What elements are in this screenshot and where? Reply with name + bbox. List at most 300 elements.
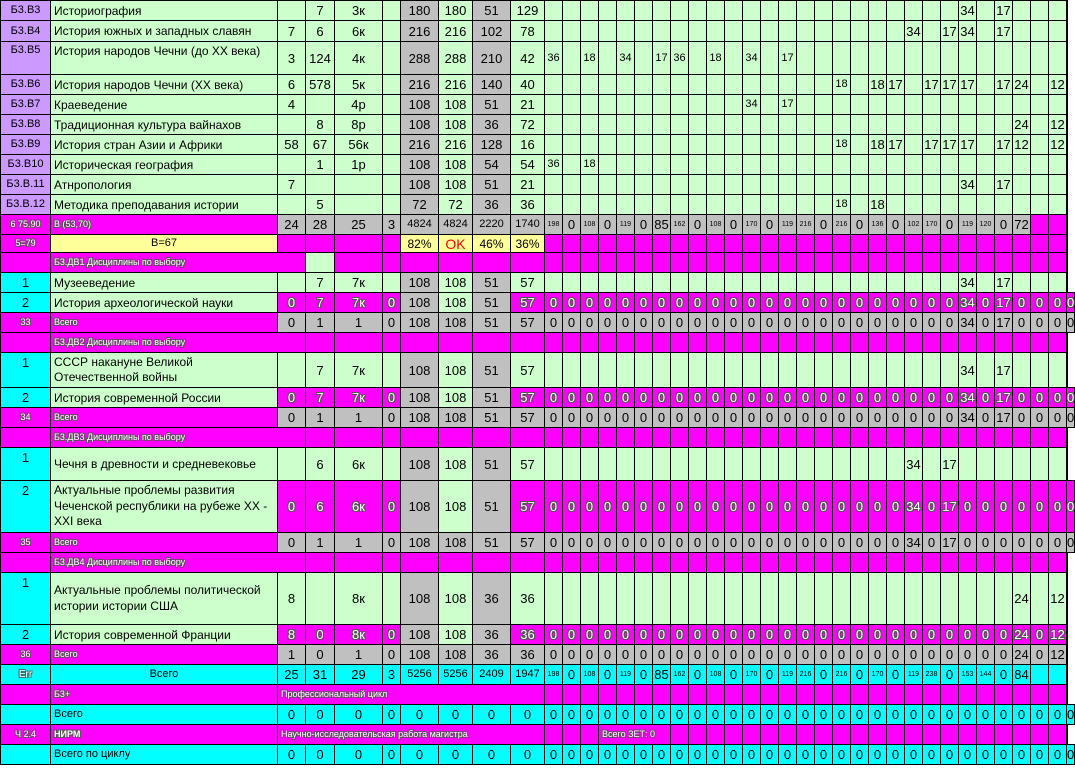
row-b3-v4-cell[interactable] [742,20,761,42]
row-dv4-header-cell[interactable] [814,552,833,573]
row-dv1-1-cell[interactable] [634,272,653,293]
row-b3-v-total-cell[interactable]: 0 [562,214,581,235]
row-dv4-total-cell[interactable]: Всего [50,644,278,665]
row-dv1-header-cell[interactable] [796,252,815,273]
row-b3-v3-cell[interactable] [562,0,581,21]
row-b3-v9-cell[interactable] [760,134,779,155]
row-b3-v7-cell[interactable] [760,94,779,115]
row-b3-v-total-cell[interactable]: 1740 [510,214,545,235]
row-b3-v12-cell[interactable]: 5 [305,194,335,215]
row-dv2-total-cell[interactable]: 34 [958,407,977,428]
row-dv2-header-cell[interactable] [652,332,671,353]
row-dv1-1-cell[interactable]: Музееведение [50,272,278,293]
row-b3-v3-cell[interactable] [670,0,689,21]
row-dv2-1-cell[interactable] [580,352,599,388]
row-err-total-cell[interactable] [1048,664,1067,685]
row-b3-v12-cell[interactable] [1012,194,1031,215]
row-dv2-header-cell[interactable] [994,332,1013,353]
row-summary-cell[interactable] [976,234,995,253]
row-dv4-1-cell[interactable]: 24 [1012,572,1031,625]
row-dv2-header-cell[interactable] [400,332,439,353]
row-b3-v11-cell[interactable]: 51 [472,174,511,195]
row-b3-v4-cell[interactable] [922,20,941,42]
row-b3-v11-cell[interactable] [850,174,869,195]
row-summary-cell[interactable] [922,234,941,253]
row-dv1-1-cell[interactable] [616,272,635,293]
row-b3-v6-cell[interactable] [382,74,401,95]
row-b3-v-total-cell[interactable] [1066,214,1068,235]
row-dv3-1-cell[interactable]: 6к [334,447,383,481]
row-b3-v4-cell[interactable] [850,20,869,42]
row-dv4-header-cell[interactable] [940,552,959,573]
row-cycle-total-cell[interactable]: 0 [850,744,869,765]
row-dv4-header-cell[interactable] [1066,552,1068,573]
row-dv2-2-cell[interactable]: 0 [850,387,869,408]
row-dv3-total-cell[interactable]: 0 [922,532,941,553]
row-dv1-total-cell[interactable]: 0 [742,312,761,333]
row-summary-cell[interactable] [305,234,335,253]
row-dv1-2-cell[interactable]: 0 [616,292,635,313]
row-dv2-total-cell[interactable]: 0 [1048,407,1067,428]
row-cycle-total-cell[interactable]: 0 [634,744,653,765]
row-dv1-header-cell[interactable] [634,252,653,273]
row-dv1-header-cell[interactable] [724,252,743,273]
row-dv1-2-cell[interactable]: История археологической науки [50,292,278,313]
row-err-total-cell[interactable]: 119 [904,664,923,685]
row-b3-total-cell[interactable]: 0 [778,704,797,725]
row-dv3-header-cell[interactable] [634,427,653,448]
row-b3-v10-cell[interactable] [382,154,401,175]
row-dv2-2-cell[interactable]: История современной России [50,387,278,408]
row-dv4-total-cell[interactable]: 1 [277,644,306,665]
row-b3-v11-cell[interactable] [670,174,689,195]
row-b3-v3-cell[interactable]: Историография [50,0,278,21]
row-summary-cell[interactable]: 5=79 [0,234,51,253]
row-b3-v9-cell[interactable] [670,134,689,155]
row-b3-plus-cell[interactable] [976,684,995,705]
row-b3-v10-cell[interactable] [850,154,869,175]
row-dv4-header-cell[interactable] [562,552,581,573]
row-cycle-total-cell[interactable]: 0 [904,744,923,765]
row-dv1-1-cell[interactable] [688,272,707,293]
row-dv3-header-cell[interactable] [940,427,959,448]
row-dv3-2-cell[interactable]: 0 [670,480,689,533]
row-dv3-1-cell[interactable] [277,447,306,481]
row-b3-plus-cell[interactable] [652,684,671,705]
row-summary-cell[interactable] [562,234,581,253]
row-b3-v5-cell[interactable]: 124 [305,41,335,75]
row-dv3-header-cell[interactable] [652,427,671,448]
row-err-total-cell[interactable]: 216 [832,664,851,685]
row-summary-cell[interactable] [994,234,1013,253]
row-b3-plus-cell[interactable] [724,684,743,705]
row-dv4-total-cell[interactable] [1066,644,1068,665]
row-b3-v8-cell[interactable] [778,114,797,135]
row-b3-v5-cell[interactable] [904,41,923,75]
row-dv2-2-cell[interactable]: 0 [760,387,779,408]
row-dv4-2-cell[interactable]: 0 [994,624,1013,645]
row-b3-total-cell[interactable]: 0 [1030,704,1049,725]
row-dv4-2-cell[interactable]: 0 [1030,624,1049,645]
row-b3-v6-cell[interactable] [670,74,689,95]
row-dv4-1-cell[interactable] [868,572,887,625]
row-b3-v12-cell[interactable] [634,194,653,215]
row-b3-v-total-cell[interactable]: В (53,70) [50,214,278,235]
row-dv3-header-cell[interactable] [904,427,923,448]
row-dv2-total-cell[interactable]: 34 [0,407,51,428]
row-dv1-header-cell[interactable] [868,252,887,273]
row-dv2-total-cell[interactable]: 0 [1012,407,1031,428]
row-nirm-cell[interactable]: Ч 2.4 [0,724,51,745]
row-dv1-header-cell[interactable] [1048,252,1067,273]
row-dv2-2-cell[interactable]: 0 [814,387,833,408]
row-err-total-cell[interactable]: 84 [1012,664,1031,685]
row-b3-v8-cell[interactable] [277,114,306,135]
row-dv1-1-cell[interactable] [778,272,797,293]
row-dv3-total-cell[interactable]: 0 [994,532,1013,553]
row-dv3-header-cell[interactable] [544,427,563,448]
row-b3-v-total-cell[interactable]: 24 [277,214,306,235]
row-b3-total-cell[interactable]: 0 [742,704,761,725]
row-b3-v5-cell[interactable] [562,41,581,75]
row-b3-v12-cell[interactable] [688,194,707,215]
row-dv1-total-cell[interactable]: 0 [850,312,869,333]
row-b3-v11-cell[interactable]: Б3.В.11 [0,174,51,195]
row-b3-v4-cell[interactable] [616,20,635,42]
row-dv3-2-cell[interactable]: 0 [598,480,617,533]
row-nirm-cell[interactable] [868,724,887,745]
row-err-total-cell[interactable]: 3 [382,664,401,685]
row-dv1-total-cell[interactable]: 0 [562,312,581,333]
row-b3-v11-cell[interactable] [1012,174,1031,195]
row-b3-v5-cell[interactable] [994,41,1013,75]
row-summary-cell[interactable] [616,234,635,253]
row-dv4-header-cell[interactable] [1048,552,1067,573]
row-dv1-2-cell[interactable]: 0 [886,292,905,313]
row-dv1-1-cell[interactable]: 7 [305,272,335,293]
row-dv1-total-cell[interactable]: 0 [544,312,563,333]
row-err-total-cell[interactable]: 0 [850,664,869,685]
row-dv2-total-cell[interactable]: 0 [598,407,617,428]
row-b3-v5-cell[interactable] [814,41,833,75]
row-dv2-1-cell[interactable]: СССР накануне Великой Отечественной войны [50,352,278,388]
row-b3-v10-cell[interactable] [616,154,635,175]
row-dv3-1-cell[interactable] [616,447,635,481]
row-nirm-cell[interactable] [922,724,941,745]
row-dv3-total-cell[interactable]: 0 [1012,532,1031,553]
row-dv2-total-cell[interactable]: 0 [634,407,653,428]
row-dv2-header-cell[interactable] [724,332,743,353]
row-dv1-header-cell[interactable] [688,252,707,273]
row-dv1-total-cell[interactable]: 51 [472,312,511,333]
row-b3-v12-cell[interactable] [814,194,833,215]
row-dv3-total-cell[interactable]: 1 [305,532,335,553]
row-b3-v12-cell[interactable] [976,194,995,215]
row-cycle-total-cell[interactable]: 0 [706,744,725,765]
row-dv3-header-cell[interactable] [382,427,401,448]
row-dv2-1-cell[interactable] [544,352,563,388]
row-summary-cell[interactable] [688,234,707,253]
row-dv2-1-cell[interactable] [778,352,797,388]
row-b3-v3-cell[interactable] [277,0,306,21]
row-dv4-total-cell[interactable]: 108 [438,644,473,665]
row-b3-v3-cell[interactable]: 17 [994,0,1013,21]
row-b3-v7-cell[interactable]: Краеведение [50,94,278,115]
row-dv4-1-cell[interactable] [958,572,977,625]
row-b3-v-total-cell[interactable]: 170 [742,214,761,235]
row-dv4-header-cell[interactable] [886,552,905,573]
row-dv1-1-cell[interactable] [580,272,599,293]
row-b3-v9-cell[interactable]: История стран Азии и Африки [50,134,278,155]
row-dv2-1-cell[interactable]: 17 [994,352,1013,388]
row-dv1-header-cell[interactable] [400,252,439,273]
row-dv2-total-cell[interactable]: Всего [50,407,278,428]
row-b3-v6-cell[interactable] [814,74,833,95]
row-b3-v7-cell[interactable] [976,94,995,115]
row-b3-v12-cell[interactable] [544,194,563,215]
row-dv3-total-cell[interactable]: 0 [598,532,617,553]
row-b3-v11-cell[interactable] [580,174,599,195]
row-cycle-total-cell[interactable] [0,744,51,765]
row-b3-total-cell[interactable]: 0 [760,704,779,725]
row-b3-v-total-cell[interactable]: 4824 [438,214,473,235]
row-dv2-header-cell[interactable] [1012,332,1031,353]
row-b3-v12-cell[interactable] [1066,194,1068,215]
row-nirm-cell[interactable] [850,724,869,745]
row-cycle-total-cell[interactable]: 0 [832,744,851,765]
row-b3-v3-cell[interactable] [832,0,851,21]
row-dv3-total-cell[interactable]: 0 [796,532,815,553]
row-b3-v7-cell[interactable] [1048,94,1067,115]
row-b3-v12-cell[interactable] [616,194,635,215]
row-b3-v10-cell[interactable]: 18 [580,154,599,175]
row-b3-v5-cell[interactable] [598,41,617,75]
row-b3-v11-cell[interactable] [976,174,995,195]
row-dv1-1-cell[interactable] [670,272,689,293]
row-b3-v4-cell[interactable] [382,20,401,42]
row-dv1-total-cell[interactable]: 0 [814,312,833,333]
row-b3-total-cell[interactable]: 0 [1066,704,1075,725]
row-b3-v5-cell[interactable]: 17 [652,41,671,75]
row-dv3-2-cell[interactable]: 0 [796,480,815,533]
row-b3-plus-cell[interactable] [1012,684,1031,705]
row-dv4-total-cell[interactable]: 36 [510,644,545,665]
row-b3-v4-cell[interactable] [580,20,599,42]
row-b3-v7-cell[interactable]: 21 [510,94,545,115]
row-b3-v9-cell[interactable]: 17 [994,134,1013,155]
row-b3-v7-cell[interactable] [305,94,335,115]
row-dv1-header-cell[interactable] [562,252,581,273]
row-b3-v3-cell[interactable] [868,0,887,21]
row-dv2-2-cell[interactable]: 0 [796,387,815,408]
row-dv1-2-cell[interactable]: 0 [670,292,689,313]
row-b3-v7-cell[interactable] [940,94,959,115]
row-b3-v-total-cell[interactable]: 0 [598,214,617,235]
row-b3-v11-cell[interactable]: 108 [400,174,439,195]
row-dv1-2-cell[interactable]: 0 [850,292,869,313]
row-b3-v7-cell[interactable] [382,94,401,115]
row-b3-v6-cell[interactable]: 24 [1012,74,1031,95]
row-dv4-1-cell[interactable] [904,572,923,625]
row-b3-v-total-cell[interactable]: 4824 [400,214,439,235]
row-err-total-cell[interactable]: 31 [305,664,335,685]
row-b3-total-cell[interactable]: 0 [976,704,995,725]
row-dv1-total-cell[interactable]: 34 [958,312,977,333]
row-b3-plus-cell[interactable] [868,684,887,705]
row-b3-v4-cell[interactable] [814,20,833,42]
row-dv2-header-cell[interactable] [1048,332,1067,353]
row-dv1-2-cell[interactable]: 0 [277,292,306,313]
row-dv2-total-cell[interactable]: 0 [922,407,941,428]
row-b3-v9-cell[interactable] [382,134,401,155]
row-dv2-2-cell[interactable]: 0 [868,387,887,408]
row-dv4-header-cell[interactable] [1012,552,1031,573]
row-dv1-2-cell[interactable]: 0 [814,292,833,313]
row-b3-v8-cell[interactable] [706,114,725,135]
row-b3-v5-cell[interactable]: 36 [544,41,563,75]
row-dv3-1-cell[interactable] [688,447,707,481]
row-dv3-header-cell[interactable] [778,427,797,448]
row-dv3-1-cell[interactable]: 108 [400,447,439,481]
row-b3-v5-cell[interactable] [832,41,851,75]
row-dv2-2-cell[interactable]: 0 [886,387,905,408]
row-dv3-2-cell[interactable]: 108 [400,480,439,533]
row-b3-v11-cell[interactable]: 34 [958,174,977,195]
row-b3-v10-cell[interactable] [814,154,833,175]
row-dv1-1-cell[interactable] [850,272,869,293]
row-b3-v6-cell[interactable] [760,74,779,95]
row-b3-v12-cell[interactable] [922,194,941,215]
row-b3-v5-cell[interactable]: 34 [616,41,635,75]
row-b3-v8-cell[interactable] [742,114,761,135]
row-cycle-total-cell[interactable]: 0 [742,744,761,765]
row-dv4-1-cell[interactable] [544,572,563,625]
row-err-total-cell[interactable]: 162 [670,664,689,685]
row-b3-v5-cell[interactable] [886,41,905,75]
row-dv3-2-cell[interactable]: 2 [0,480,51,533]
row-b3-v3-cell[interactable]: 129 [510,0,545,21]
row-dv4-1-cell[interactable] [760,572,779,625]
row-b3-v4-cell[interactable] [868,20,887,42]
row-b3-v7-cell[interactable] [580,94,599,115]
row-b3-plus-cell[interactable] [634,684,653,705]
row-err-total-cell[interactable]: 29 [334,664,383,685]
row-dv1-total-cell[interactable]: 33 [0,312,51,333]
row-b3-total-cell[interactable]: 0 [580,704,599,725]
row-dv1-header-cell[interactable] [976,252,995,273]
row-dv3-total-cell[interactable]: 1 [334,532,383,553]
row-b3-v11-cell[interactable] [652,174,671,195]
row-dv1-header-cell[interactable] [742,252,761,273]
row-dv2-header-cell[interactable] [706,332,725,353]
row-dv4-total-cell[interactable]: 0 [634,644,653,665]
row-dv3-1-cell[interactable]: 1 [0,447,51,481]
row-b3-v6-cell[interactable] [580,74,599,95]
row-b3-total-cell[interactable]: 0 [305,704,335,725]
row-b3-v10-cell[interactable] [670,154,689,175]
row-b3-v3-cell[interactable] [1048,0,1067,21]
row-b3-v4-cell[interactable] [562,20,581,42]
row-dv2-header-cell[interactable] [850,332,869,353]
row-b3-v6-cell[interactable]: 6 [277,74,306,95]
row-b3-plus-cell[interactable] [598,684,617,705]
row-b3-plus-cell[interactable]: Профессиональный цикл [277,684,545,705]
row-dv3-2-cell[interactable]: 0 [958,480,977,533]
row-err-total-cell[interactable]: 119 [778,664,797,685]
row-summary-cell[interactable] [1012,234,1031,253]
row-dv2-1-cell[interactable] [886,352,905,388]
row-b3-v4-cell[interactable] [544,20,563,42]
row-dv4-header-cell[interactable] [976,552,995,573]
row-b3-plus-cell[interactable] [544,684,563,705]
row-summary-cell[interactable] [1048,234,1067,253]
row-dv2-1-cell[interactable] [1048,352,1067,388]
row-b3-v11-cell[interactable] [796,174,815,195]
row-b3-v9-cell[interactable]: 216 [438,134,473,155]
row-b3-v10-cell[interactable]: 108 [400,154,439,175]
row-nirm-cell[interactable] [562,724,581,745]
row-b3-v9-cell[interactable] [814,134,833,155]
row-b3-v4-cell[interactable] [976,20,995,42]
row-dv4-1-cell[interactable] [994,572,1013,625]
row-dv1-total-cell[interactable]: 0 [1048,312,1067,333]
row-b3-v5-cell[interactable] [1012,41,1031,75]
row-dv4-total-cell[interactable]: 0 [832,644,851,665]
row-b3-plus-cell[interactable] [706,684,725,705]
row-b3-v6-cell[interactable] [562,74,581,95]
row-dv4-total-cell[interactable]: 0 [778,644,797,665]
row-b3-plus-cell[interactable] [940,684,959,705]
row-b3-v6-cell[interactable] [850,74,869,95]
row-b3-v10-cell[interactable] [976,154,995,175]
row-b3-v10-cell[interactable] [598,154,617,175]
row-dv2-header-cell[interactable] [670,332,689,353]
row-dv1-2-cell[interactable]: 0 [760,292,779,313]
row-b3-v6-cell[interactable]: 5к [334,74,383,95]
row-b3-v-total-cell[interactable]: 162 [670,214,689,235]
row-dv2-1-cell[interactable]: 108 [438,352,473,388]
row-dv4-total-cell[interactable]: 0 [886,644,905,665]
row-b3-v7-cell[interactable] [814,94,833,115]
row-cycle-total-cell[interactable]: 0 [1066,744,1075,765]
row-b3-v5-cell[interactable] [922,41,941,75]
row-err-total-cell[interactable]: 0 [994,664,1013,685]
row-b3-v-total-cell[interactable]: 136 [868,214,887,235]
row-nirm-cell[interactable] [1048,724,1067,745]
row-dv3-total-cell[interactable]: 0 [652,532,671,553]
row-b3-v5-cell[interactable]: 18 [706,41,725,75]
row-b3-v8-cell[interactable] [598,114,617,135]
row-dv2-header-cell[interactable] [958,332,977,353]
row-b3-v10-cell[interactable] [796,154,815,175]
row-b3-v6-cell[interactable] [616,74,635,95]
row-b3-v6-cell[interactable] [904,74,923,95]
row-dv2-header-cell[interactable] [922,332,941,353]
row-dv1-total-cell[interactable]: 0 [580,312,599,333]
row-dv4-2-cell[interactable]: 0 [305,624,335,645]
row-dv2-1-cell[interactable]: 7к [334,352,383,388]
row-summary-cell[interactable] [598,234,617,253]
row-b3-v4-cell[interactable]: 6 [305,20,335,42]
row-dv4-2-cell[interactable]: 0 [688,624,707,645]
row-dv2-header-cell[interactable] [976,332,995,353]
row-b3-v10-cell[interactable] [778,154,797,175]
row-b3-v9-cell[interactable]: 17 [922,134,941,155]
row-dv3-total-cell[interactable]: 0 [760,532,779,553]
row-b3-v5-cell[interactable]: 288 [400,41,439,75]
row-cycle-total-cell[interactable]: 0 [670,744,689,765]
row-err-total-cell[interactable] [1030,664,1049,685]
